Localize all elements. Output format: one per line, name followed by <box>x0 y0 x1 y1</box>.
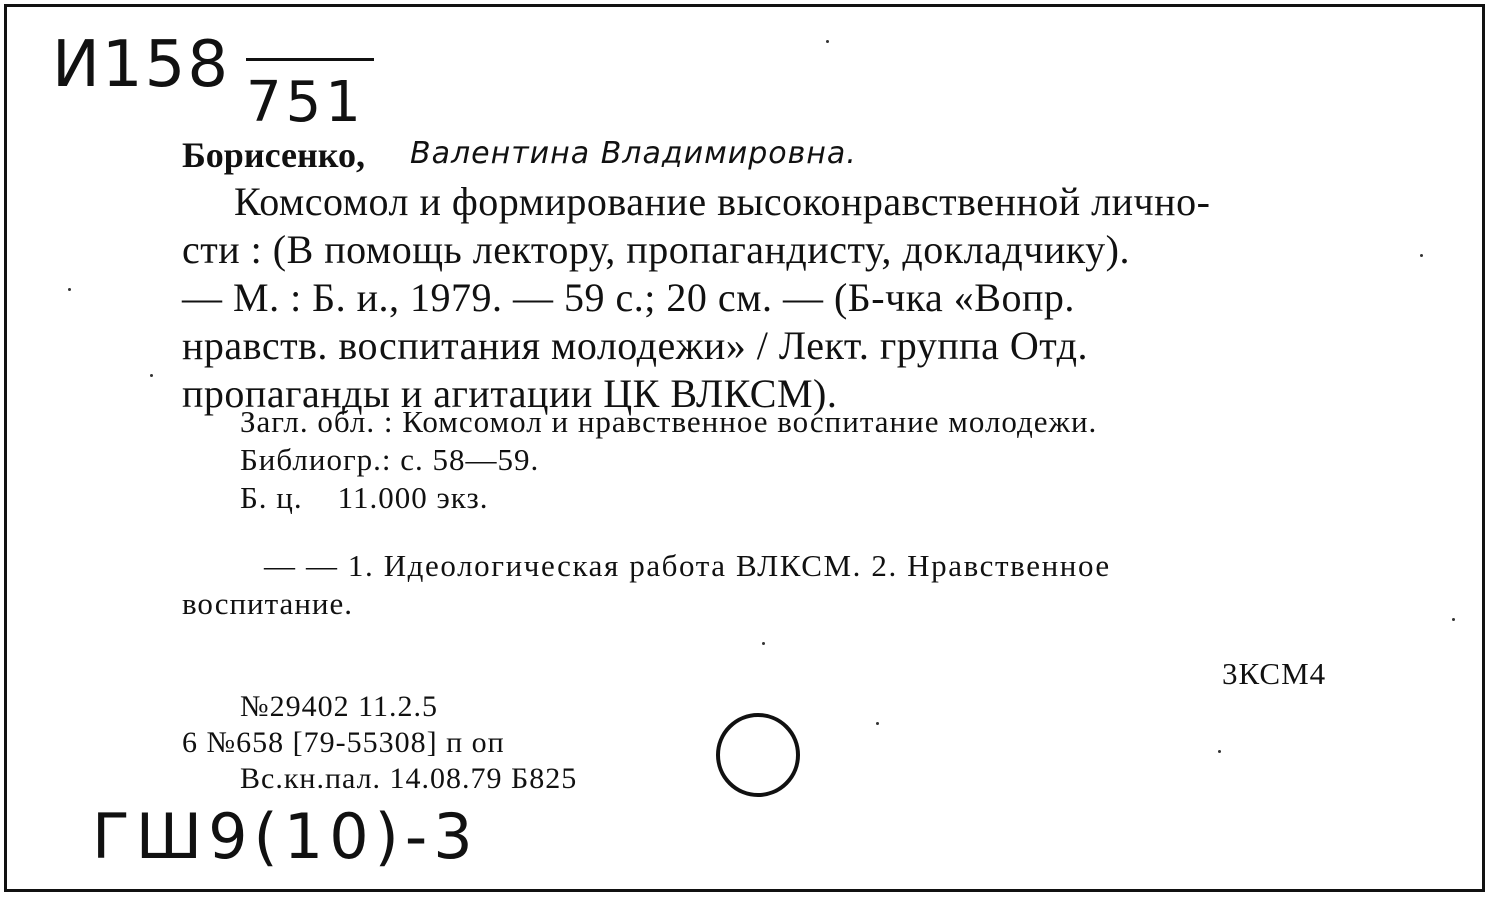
shelf-mark-top: И158 <box>52 28 231 102</box>
scan-speck <box>1218 750 1221 753</box>
title-line: — М. : Б. и., 1979. — 59 с.; 20 см. — (Б-чка «Вопр. <box>182 275 1075 320</box>
punch-hole-circle <box>716 713 800 797</box>
scan-speck <box>1452 618 1455 621</box>
subject-headings-cont: воспитание. <box>182 586 354 621</box>
classification-code: 3КСМ4 <box>1222 656 1327 691</box>
scan-speck <box>1420 254 1423 257</box>
print-info-line: №29402 11.2.5 <box>240 690 439 723</box>
title-line: сти : (В помощь лектору, пропагандисту, докладчику). <box>182 227 1130 272</box>
title-line: нравств. воспитания молодежи» / Лект. группа Отд. <box>182 323 1089 368</box>
shelf-mark-rule <box>246 58 374 61</box>
title-block <box>182 178 1340 417</box>
handwritten-code: ГШ9(10)-3 <box>92 800 479 873</box>
title-line: пропаганды и агитации ЦК ВЛКСМ). <box>182 371 838 416</box>
author-handwritten: Валентина Владимировна. <box>410 136 857 171</box>
note-price-run: Б. ц. 11.000 экз. <box>240 480 489 515</box>
scan-speck <box>762 642 765 645</box>
subject-headings: — — 1. Идеологическая работа ВЛКСМ. 2. Нравственное <box>264 548 1111 583</box>
scan-speck <box>150 374 153 377</box>
title-line-text: Комсомол и формирование высоконравственной лично- <box>234 179 1211 224</box>
note-bibliography: Библиогр.: с. 58—59. <box>240 442 540 477</box>
scan-speck <box>68 288 71 291</box>
print-info-line: Вс.кн.пал. 14.08.79 Б825 <box>240 762 578 795</box>
scan-speck <box>876 722 879 725</box>
print-info-line: 6 №658 [79-55308] п оп <box>182 726 505 759</box>
scan-speck <box>826 40 829 43</box>
author-surname: Борисенко, <box>182 135 365 175</box>
title-line <box>182 178 1340 225</box>
shelf-mark-bottom: 751 <box>246 70 365 135</box>
note-cover-title: Загл. обл. : Комсомол и нравственное воспитание молодежи. <box>240 404 1098 439</box>
